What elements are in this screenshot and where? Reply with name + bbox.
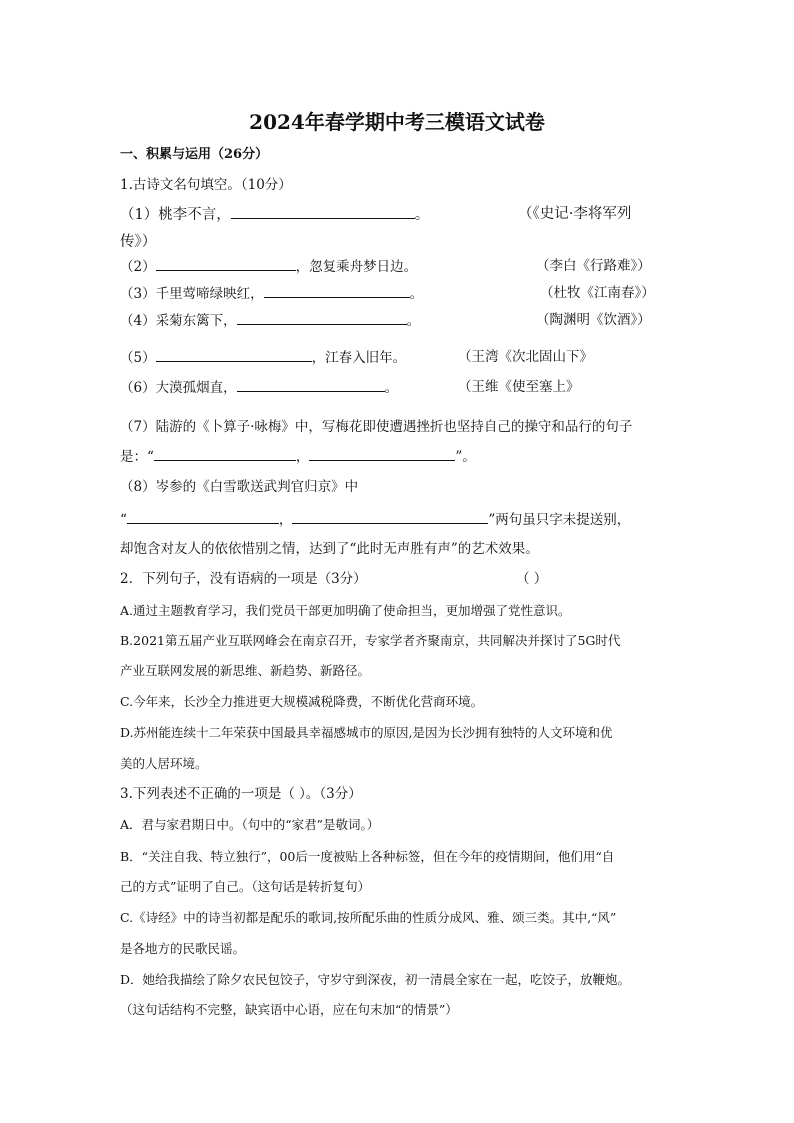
page-title: 2024年春学期中考三模语文试卷 — [249, 110, 545, 134]
answer-blank[interactable] — [156, 257, 296, 271]
q1-item-7-end: ”。 — [455, 449, 476, 465]
question-2-answer-paren[interactable]: （ ） — [516, 571, 548, 587]
q1-item-1-text: （1）桃李不言， — [120, 207, 231, 223]
question-3-stem: 3.下列表述不正确的一项是（ ）。（3分） — [120, 786, 362, 802]
q1-item-8-line2 — [120, 510, 630, 529]
q1-item-5-num: （5） — [120, 350, 156, 366]
q1-item-1-source: （《史记·李将军列 — [518, 206, 632, 222]
q2-option-c: C.今年来，长沙全力推进更大规模减税降费，不断优化营商环境。 — [120, 694, 484, 709]
q1-item-8-open-quote: “ — [120, 512, 127, 528]
q1-item-6-source: （王维《使至塞上》 — [458, 379, 580, 395]
q1-item-3-text: （3）千里莺啼绿映红， — [120, 286, 264, 302]
q1-item-7-line1: （7）陆游的《卜算子·咏梅》中，写梅花即使遭遇挫折也坚持自己的操守和品行的句子 — [120, 419, 633, 435]
q1-item-7-prefix: 是：“ — [120, 449, 154, 465]
section-heading: 一、积累与运用（26分） — [120, 147, 269, 162]
answer-blank[interactable] — [237, 311, 407, 325]
q3-option-d-line1: D．她给我描绘了除夕农民包饺子，守岁守到深夜，初一清晨全家在一起，吃饺子，放鞭炮。 — [120, 972, 631, 987]
q1-item-5-text: ，江春入旧年。 — [311, 350, 407, 366]
q1-item-1-source-cont: 传》） — [120, 234, 157, 250]
q1-item-4-text: （4）采菊东篱下， — [120, 313, 237, 329]
q1-item-8-line1: （8）岑参的《白雪歌送武判官归京》中 — [120, 479, 359, 495]
q1-item-4-end: 。 — [406, 313, 421, 329]
q1-item-5-source: （王湾《次北固山下》 — [458, 349, 593, 365]
q1-item-4-source: （陶渊明《饮酒》） — [536, 312, 651, 328]
q3-option-b-line2: 己的方式”证明了自己。（这句话是转折复句） — [120, 879, 371, 894]
answer-blank[interactable] — [231, 205, 415, 219]
q1-item-7-line2 — [120, 447, 476, 466]
q1-item-8-line3: 却饱含对友人的依依惜别之情，达到了“此时无声胜有声”的艺术效果。 — [120, 541, 539, 557]
q1-item-7-comma: ， — [295, 449, 310, 465]
q1-item-2-text: ，忽复乘舟梦日边。 — [295, 259, 418, 275]
q1-item-2-source: （李白《行路难》） — [536, 258, 651, 274]
question-1-stem: 1.古诗文名句填空。（10分） — [120, 177, 292, 193]
q1-item-6-end: 。 — [384, 380, 399, 396]
q2-option-b-line1: B.2021第五届产业互联网峰会在南京召开，专家学者齐聚南京，共同解决并探讨了5G时代 — [120, 633, 621, 648]
q2-option-d-line2: 美的人居环境。 — [120, 756, 208, 771]
answer-blank[interactable] — [154, 447, 296, 461]
q1-item-8-end: ”两句虽只字未提送别， — [488, 512, 631, 528]
answer-blank[interactable] — [264, 284, 410, 298]
answer-blank[interactable] — [237, 378, 385, 392]
q1-item-3 — [120, 284, 423, 303]
answer-blank[interactable] — [127, 510, 279, 524]
q3-option-c-line2: 是各地方的民歌民谣。 — [120, 941, 246, 956]
q3-option-c-line1: C.《诗经》中的诗当初都是配乐的歌词,按所配乐曲的性质分成风、雅、颂三类。其中,“风” — [120, 910, 617, 925]
answer-blank[interactable] — [292, 510, 488, 524]
q1-item-8-comma: ， — [278, 512, 293, 528]
q3-option-a: A．君与家君期日中。（句中的“家君”是敬词。） — [120, 817, 380, 832]
q1-item-1-end: 。 — [414, 207, 430, 223]
q1-item-3-source: （杜牧《江南春》） — [540, 285, 655, 301]
q1-item-3-end: 。 — [409, 286, 424, 302]
q1-item-6 — [120, 378, 398, 397]
question-2-stem: 2．下列句子，没有语病的一项是（3分） — [120, 571, 367, 587]
q1-item-1 — [120, 205, 429, 224]
answer-blank[interactable] — [309, 447, 455, 461]
q2-option-d-line1: D.苏州能连续十二年荣获中国最具幸福感城市的原因,是因为长沙拥有独特的人文环境和优 — [120, 725, 613, 740]
q1-item-6-text: （6）大漠孤烟直， — [120, 380, 237, 396]
q1-item-5 — [120, 348, 406, 367]
q1-item-2 — [120, 257, 417, 276]
q1-item-2-num: （2） — [120, 259, 156, 275]
q2-option-b-line2: 产业互联网发展的新思维、新趋势、新路径。 — [120, 663, 371, 678]
q2-option-a: A.通过主题教育学习，我们党员干部更加明确了使命担当，更加增强了党性意识。 — [120, 603, 571, 618]
q3-option-d-line2: （这句话结构不完整，缺宾语中心语，应在句末加“的情景”） — [120, 1002, 458, 1017]
q3-option-b-line1: B．“关注自我、特立独行”，00后一度被贴上各种标签，但在今年的疫情期间，他们用“自 — [120, 849, 615, 864]
answer-blank[interactable] — [156, 348, 312, 362]
q1-item-4 — [120, 311, 420, 330]
